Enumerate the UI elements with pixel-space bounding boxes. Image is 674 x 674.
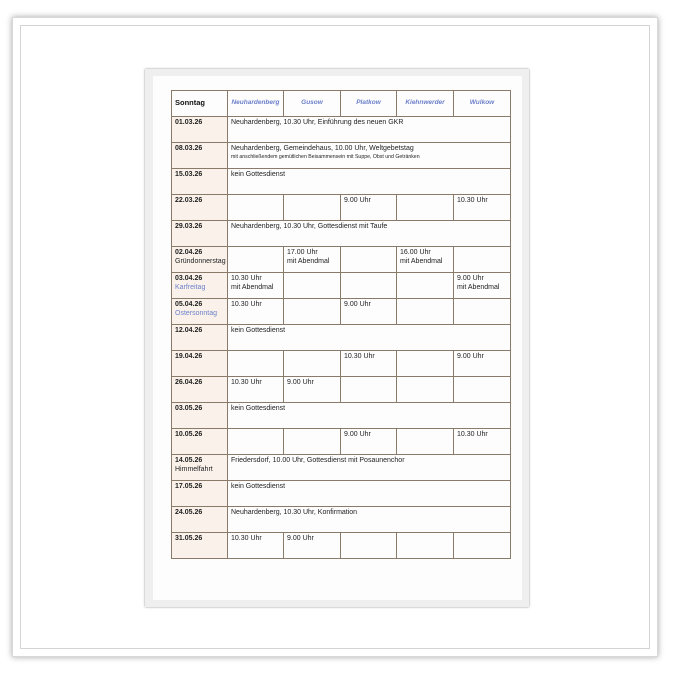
schedule-row xyxy=(172,533,511,559)
date-cell xyxy=(172,117,228,143)
date-label: 03.04.26 xyxy=(175,275,203,282)
service-time-cell xyxy=(284,429,341,455)
date-label: 24.05.26 xyxy=(175,509,203,516)
date-label: 22.03.26 xyxy=(175,197,203,204)
worship-schedule-table xyxy=(171,90,511,559)
date-cell xyxy=(172,299,228,325)
service-time-cell xyxy=(454,299,511,325)
schedule-row xyxy=(172,247,511,273)
service-time-cell: 9.00 Uhr xyxy=(284,377,341,403)
service-note-text: kein Gottesdienst xyxy=(231,483,286,490)
schedule-row xyxy=(172,325,511,351)
service-note xyxy=(228,143,511,169)
service-note xyxy=(228,221,511,247)
service-time-cell xyxy=(228,247,284,273)
schedule-row xyxy=(172,299,511,325)
date-cell xyxy=(172,429,228,455)
date-cell xyxy=(172,533,228,559)
date-label: 19.04.26 xyxy=(175,353,203,360)
service-time-cell: 10.30 Uhr xyxy=(454,429,511,455)
service-time-cell: 10.30 Uhr mit Abendmal xyxy=(228,273,284,299)
service-note-text: Neuhardenberg, Gemeindehaus, 10.00 Uhr, Weltgebetstag xyxy=(231,145,414,152)
service-time-cell xyxy=(341,273,397,299)
schedule-row xyxy=(172,221,511,247)
holiday-label: Himmelfahrt xyxy=(175,465,213,473)
service-time-cell: 10.30 Uhr xyxy=(228,533,284,559)
service-note xyxy=(228,455,511,481)
service-note-text: Neuhardenberg, 10.30 Uhr, Konfirmation xyxy=(231,509,358,516)
service-note xyxy=(228,403,511,429)
service-note-text: kein Gottesdienst xyxy=(231,405,286,412)
service-time-cell xyxy=(228,429,284,455)
service-time-cell: 9.00 Uhr mit Abendmal xyxy=(454,273,511,299)
service-time-cell xyxy=(397,273,454,299)
service-note-text: Neuhardenberg, 10.30 Uhr, Gottesdienst mit Taufe xyxy=(231,223,388,230)
date-label: 12.04.26 xyxy=(175,327,203,334)
service-note-text: kein Gottesdienst xyxy=(231,171,286,178)
service-time-cell: 10.30 Uhr xyxy=(228,377,284,403)
date-cell xyxy=(172,143,228,169)
service-time-cell xyxy=(454,247,511,273)
date-cell xyxy=(172,221,228,247)
service-note xyxy=(228,507,511,533)
service-note xyxy=(228,169,511,195)
date-cell xyxy=(172,403,228,429)
schedule-row xyxy=(172,403,511,429)
service-time-cell: 10.30 Uhr xyxy=(228,299,284,325)
service-time-cell: 9.00 Uhr xyxy=(454,351,511,377)
service-time-cell: 9.00 Uhr xyxy=(341,195,397,221)
service-time-cell xyxy=(454,533,511,559)
date-cell xyxy=(172,377,228,403)
header-gusow: Gusow xyxy=(284,91,341,117)
service-time-cell xyxy=(284,273,341,299)
service-time-cell xyxy=(397,351,454,377)
service-time-cell: 9.00 Uhr xyxy=(341,299,397,325)
date-label: 03.05.26 xyxy=(175,405,203,412)
date-cell xyxy=(172,325,228,351)
holiday-label: Ostersonntag xyxy=(175,309,218,317)
date-label: 05.04.26 xyxy=(175,301,203,308)
date-label: 29.03.26 xyxy=(175,223,203,230)
schedule-body xyxy=(172,117,511,559)
service-time-cell xyxy=(397,195,454,221)
service-time-cell xyxy=(341,377,397,403)
date-cell xyxy=(172,195,228,221)
date-label: 10.05.26 xyxy=(175,431,203,438)
date-cell xyxy=(172,273,228,299)
date-cell xyxy=(172,169,228,195)
service-time-cell: 10.30 Uhr xyxy=(454,195,511,221)
service-time-cell: 16.00 Uhr mit Abendmal xyxy=(397,247,454,273)
service-note-text: Neuhardenberg, 10.30 Uhr, Einführung des neuen GKR xyxy=(231,119,404,126)
header-platkow: Platkow xyxy=(341,91,397,117)
service-time-cell: 9.00 Uhr xyxy=(284,533,341,559)
service-note-text: kein Gottesdienst xyxy=(231,327,286,334)
service-time-cell xyxy=(397,429,454,455)
service-time-cell xyxy=(454,377,511,403)
header-row xyxy=(172,91,511,117)
header-sonntag: Sonntag xyxy=(172,91,228,117)
service-time-cell: 17.00 Uhr mit Abendmal xyxy=(284,247,341,273)
service-time-cell xyxy=(284,299,341,325)
schedule-sheet xyxy=(153,76,522,600)
schedule-row xyxy=(172,169,511,195)
date-label: 15.03.26 xyxy=(175,171,203,178)
date-label: 01.03.26 xyxy=(175,119,203,126)
header-neuhardenberg: Neuhardenberg xyxy=(228,91,284,117)
service-time-cell xyxy=(284,351,341,377)
holiday-label: Gründonnerstag xyxy=(175,257,226,265)
date-cell xyxy=(172,247,228,273)
date-label: 02.04.26 xyxy=(175,249,203,256)
service-time-cell xyxy=(228,195,284,221)
date-cell xyxy=(172,455,228,481)
service-time-cell: 9.00 Uhr xyxy=(341,429,397,455)
service-time-cell xyxy=(397,377,454,403)
date-cell xyxy=(172,351,228,377)
header-wulkow: Wulkow xyxy=(454,91,511,117)
schedule-row xyxy=(172,481,511,507)
schedule-row xyxy=(172,143,511,169)
service-time-cell xyxy=(284,195,341,221)
date-cell xyxy=(172,481,228,507)
date-label: 17.05.26 xyxy=(175,483,203,490)
date-label: 08.03.26 xyxy=(175,145,203,152)
service-note-text: Friedersdorf, 10.00 Uhr, Gottesdienst mit Posaunenchor xyxy=(231,457,405,464)
poster-mat xyxy=(145,69,529,607)
header-kiehnwerder: Kiehnwerder xyxy=(397,91,454,117)
service-note xyxy=(228,117,511,143)
service-note xyxy=(228,325,511,351)
service-time-cell xyxy=(341,247,397,273)
schedule-row xyxy=(172,351,511,377)
schedule-row xyxy=(172,195,511,221)
service-time-cell xyxy=(397,299,454,325)
schedule-row xyxy=(172,117,511,143)
schedule-row xyxy=(172,455,511,481)
service-note-detail: mit anschließendem gemütlichen Beisammensein mit Suppe, Obst und Getränken xyxy=(231,153,420,160)
schedule-row xyxy=(172,273,511,299)
service-time-cell xyxy=(228,351,284,377)
schedule-row xyxy=(172,429,511,455)
date-cell xyxy=(172,507,228,533)
service-time-cell: 10.30 Uhr xyxy=(341,351,397,377)
schedule-row xyxy=(172,507,511,533)
date-label: 31.05.26 xyxy=(175,535,203,542)
date-label: 26.04.26 xyxy=(175,379,203,386)
service-time-cell xyxy=(341,533,397,559)
holiday-label: Karfreitag xyxy=(175,283,206,291)
schedule-row xyxy=(172,377,511,403)
service-note xyxy=(228,481,511,507)
date-label: 14.05.26 xyxy=(175,457,203,464)
service-time-cell xyxy=(397,533,454,559)
